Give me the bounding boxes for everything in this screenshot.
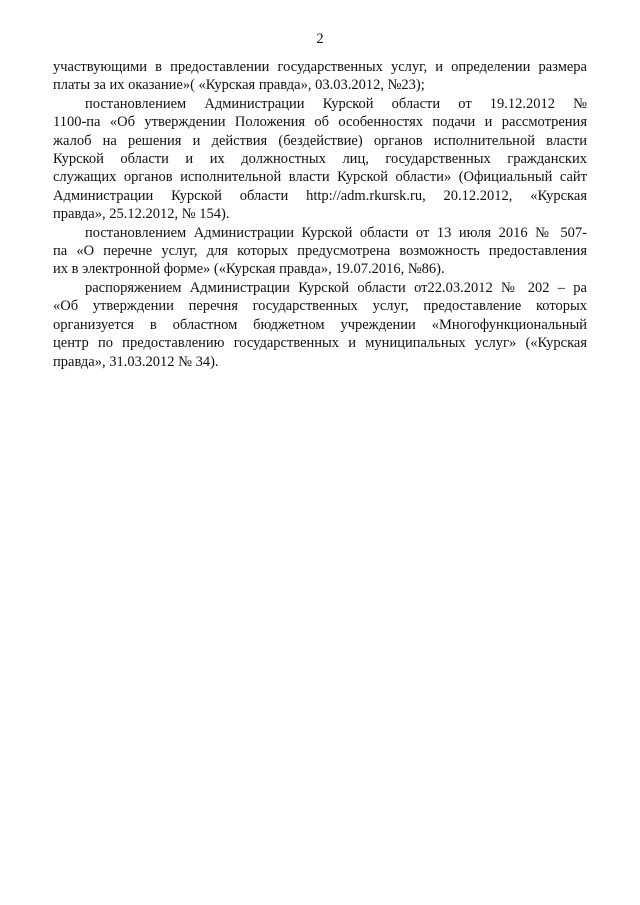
- text-line: распоряжением Администрации Курской области от22.03.2012 № 202 – ра: [85, 279, 587, 296]
- document-body: [53, 58, 587, 371]
- text-line: правда», 31.03.2012 № 34).: [53, 353, 219, 370]
- text-line: постановлением Администрации Курской области от 13 июля 2016 № 507-: [85, 224, 587, 241]
- paragraph-continuation: [53, 58, 587, 95]
- text-line: Курской области и их должностных лиц, государственных гражданских: [53, 151, 587, 168]
- text-line: правда», 25.12.2012, № 154).: [53, 206, 230, 223]
- paragraph-order-202: [53, 279, 587, 371]
- text-line: 1100-па «Об утверждении Положения об особенностях подачи и рассмотрения: [53, 114, 587, 131]
- text-line: участвующими в предоставлении государственных услуг, и определении размера: [53, 59, 587, 75]
- page-number: 2: [316, 31, 324, 47]
- text-line: Администрации Курской области http://adm.rkursk.ru, 20.12.2012, «Курская: [53, 187, 587, 204]
- text-line: центр по предоставлению государственных и муниципальных услуг» («Курская: [53, 335, 587, 352]
- text-line: «Об утверждении перечня государственных услуг, предоставление которых: [53, 298, 587, 315]
- text-line: жалоб на решения и действия (бездействие) органов исполнительной власти: [53, 132, 587, 149]
- text-line: постановлением Администрации Курской области от 19.12.2012 №: [85, 95, 587, 112]
- paragraph-resolution-1100: [53, 95, 587, 224]
- text-line: их в электронной форме» («Курская правда», 19.07.2016, №86).: [53, 261, 445, 278]
- text-line: служащих органов исполнительной власти Курской области» (Официальный сайт: [53, 169, 587, 186]
- text-line: па «О перечне услуг, для которых предусмотрена возможность предоставления: [53, 243, 587, 260]
- text-line: организуется в областном бюджетном учреждении «Многофункциональный: [53, 316, 587, 333]
- paragraph-resolution-507: [53, 224, 587, 279]
- text-line: платы за их оказание»( «Курская правда», 03.03.2012, №23);: [53, 77, 425, 94]
